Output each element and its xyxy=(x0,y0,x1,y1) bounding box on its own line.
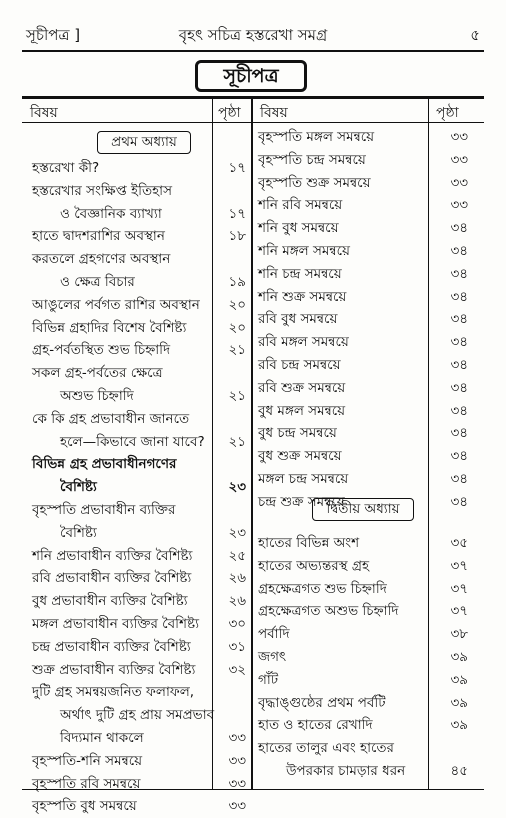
entry-title: ও বৈজ্ঞানিক ব্যাখ্যা xyxy=(60,205,162,222)
entry-page-number: ৩৭ xyxy=(450,557,468,574)
entry-title: চন্দ্র প্রভাবাধীন ব্যক্তির বৈশিষ্ট্য xyxy=(32,638,191,655)
entry-title: গ্রহক্ষেত্রগত শুভ চিহ্নাদি xyxy=(258,580,387,597)
entry-page-number: ২৬ xyxy=(228,570,246,587)
header-book-title: বৃহৎ সচিত্র হস্তরেখা সমগ্র xyxy=(178,26,328,44)
entry-title: চন্দ্র শুক্র সমন্বয়ে xyxy=(258,493,345,510)
entry-page-number: ৩৪ xyxy=(450,243,468,259)
entry-title: বৃহস্পতি বুধ সমন্বয়ে xyxy=(32,798,137,815)
toc-entry xyxy=(32,750,246,773)
toc-entry xyxy=(258,331,468,354)
entry-page-number: ১৭ xyxy=(228,160,246,176)
entry-title: হলে—কিভাবে জানা যাবে? xyxy=(60,433,205,450)
toc-entry xyxy=(258,263,468,286)
entry-title: শনি বুধ সমন্বয়ে xyxy=(258,220,339,237)
entry-title: বৈশিষ্ট্য xyxy=(60,479,97,496)
toc-entry xyxy=(258,240,468,263)
entry-title: বুধ প্রভাবাধীন ব্যক্তির বৈশিষ্ট্য xyxy=(32,593,188,610)
entry-page-number: ৩৩ xyxy=(228,730,246,746)
toc-entry xyxy=(32,795,246,818)
entry-title: বিভিন্ন গ্রহাদির বিশেষ বৈশিষ্ট্য xyxy=(32,319,187,336)
toc-entry xyxy=(258,555,468,578)
toc-entry xyxy=(32,681,246,704)
entry-title: অর্থাৎ দুটি গ্রহ প্রায় সমপ্রভাব xyxy=(60,707,215,724)
toc-entry xyxy=(258,377,468,400)
toc-entry xyxy=(258,669,468,692)
toc-entry xyxy=(258,354,468,377)
entry-title: দুটি গ্রহ সমন্বয়জনিত ফলাফল, xyxy=(32,684,195,701)
entry-title: বিদ্যমান থাকলে xyxy=(60,730,144,746)
toc-entry xyxy=(258,445,468,468)
toc-entry xyxy=(258,623,468,646)
entry-title: হাতের অভ্যন্তরস্থ গ্রহ xyxy=(258,557,370,574)
entry-title: শনি চন্দ্র সমন্বয়ে xyxy=(258,265,342,282)
entry-title: শনি রবি সমন্বয়ে xyxy=(258,197,343,214)
entry-page-number: ৩৩ xyxy=(228,752,246,769)
toc-entry xyxy=(258,172,468,195)
toc-entry xyxy=(32,522,246,545)
entry-page-number: ১৭ xyxy=(228,205,246,222)
toc-entry xyxy=(32,294,246,317)
entry-page-number: ৩৪ xyxy=(450,448,468,465)
chapter-heading: প্রথম অধ্যায় xyxy=(97,131,191,154)
entry-page-number: ৩৪ xyxy=(450,402,468,419)
toc-entry xyxy=(32,499,246,522)
running-header xyxy=(0,0,506,56)
entry-title: বৃহস্পতি প্রভাবাধীন ব্যক্তির xyxy=(32,502,176,518)
entry-title: উপরকার চামড়ার ধরন xyxy=(286,763,406,779)
entry-page-number: ৩৩ xyxy=(228,775,246,792)
entry-title: করতলে গ্রহগণের অবস্থান xyxy=(32,251,171,268)
toc-entry xyxy=(32,590,246,613)
toc-entry xyxy=(32,271,246,294)
entry-title: শনি মঙ্গল সমন্বয়ে xyxy=(258,243,350,259)
entry-title: বৃহস্পতি-শনি সমন্বয়ে xyxy=(32,752,143,769)
right-page-header: পৃষ্ঠা xyxy=(436,105,459,121)
entry-title: বৃহস্পতি চন্দ্র সমন্বয়ে xyxy=(258,151,366,168)
entry-page-number: ২০ xyxy=(228,296,246,313)
toc-entry xyxy=(258,308,468,331)
entry-title: রবি প্রভাবাধীন ব্যক্তির বৈশিষ্ট্য xyxy=(32,570,192,587)
toc-entry xyxy=(32,476,246,499)
entry-page-number: ৩৯ xyxy=(450,649,468,665)
entry-title: ও ক্ষেত্র বিচার xyxy=(60,274,135,290)
entry-page-number: ২৩ xyxy=(228,524,246,541)
toc-entry xyxy=(32,317,246,340)
entry-page-number: ২০ xyxy=(228,319,246,336)
toc-entry xyxy=(258,400,468,423)
center-divider xyxy=(251,96,253,790)
toc-entry xyxy=(32,203,246,226)
entry-title: মঙ্গল চন্দ্র সমন্বয়ে xyxy=(258,471,349,487)
header-section-label: সূচীপত্র ] xyxy=(26,26,81,44)
page-title: সূচীপত্র xyxy=(195,60,307,92)
entry-title: শুক্র প্রভাবাধীন ব্যক্তির বৈশিষ্ট্য xyxy=(32,661,196,678)
entry-title: বৃহস্পতি রবি সমন্বয়ে xyxy=(32,775,141,792)
entry-title: বুধ মঙ্গল সমন্বয়ে xyxy=(258,402,346,419)
entry-title: পর্বাদি xyxy=(258,626,290,643)
page-number: ৫ xyxy=(470,26,480,44)
entry-page-number: ৩৮ xyxy=(450,626,468,643)
toc-entry xyxy=(258,126,468,149)
entry-title: জগৎ xyxy=(258,649,287,665)
left-subject-header: বিষয় xyxy=(30,105,58,121)
entry-title: হস্তরেখা কী? xyxy=(32,160,100,176)
toc-entry xyxy=(32,225,246,248)
toc-entry xyxy=(32,180,246,203)
entry-title: বৈশিষ্ট্য xyxy=(60,524,97,541)
entry-page-number: ৩৪ xyxy=(450,334,468,351)
entry-title: বুধ চন্দ্র সমন্বয়ে xyxy=(258,425,337,442)
entry-page-number: ৩৪ xyxy=(450,220,468,237)
entry-page-number: ২৩ xyxy=(228,479,246,496)
toc-entry xyxy=(32,727,246,750)
left-page-header: পৃষ্ঠা xyxy=(218,105,241,121)
entry-page-number: ৩৪ xyxy=(450,265,468,282)
toc-entry xyxy=(258,149,468,172)
toc-entry xyxy=(258,286,468,309)
toc-entry xyxy=(258,714,468,737)
entry-title: রবি বুধ সমন্বয়ে xyxy=(258,311,338,328)
toc-entry xyxy=(258,737,468,760)
entry-page-number: ৩৩ xyxy=(450,197,468,214)
entry-title: আঙুলের পর্বগত রাশির অবস্থান xyxy=(32,296,200,313)
entry-page-number: ৩০ xyxy=(228,616,246,632)
entry-page-number: ২১ xyxy=(228,388,246,404)
toc-entry xyxy=(258,578,468,601)
entry-title: গ্রহ-পর্বতস্থিত শুভ চিহ্নাদি xyxy=(32,342,171,359)
entry-title: হাতের বিভিন্ন অংশ xyxy=(258,535,360,551)
toc-entry xyxy=(258,600,468,623)
entry-title: রবি চন্দ্র সমন্বয়ে xyxy=(258,357,341,373)
header-rule xyxy=(22,50,484,52)
entry-page-number: ৩৭ xyxy=(450,603,468,620)
toc-entry xyxy=(32,773,246,796)
entry-page-number: ৩২ xyxy=(228,661,246,678)
entry-title: বৃহস্পতি শুক্র সমন্বয়ে xyxy=(258,174,371,191)
entry-title: হস্তরেখার সংক্ষিপ্ত ইতিহাস xyxy=(32,182,173,199)
entry-title: হাতে দ্বাদশরাশির অবস্থান xyxy=(32,228,165,245)
entry-page-number: ১৯ xyxy=(228,274,246,290)
entry-page-number: ৩৩ xyxy=(450,129,468,145)
column-header-rule xyxy=(22,122,484,123)
entry-page-number: ৩৯ xyxy=(450,694,468,711)
toc-entry xyxy=(32,659,246,682)
toc-entry xyxy=(32,431,246,454)
entry-title: শনি প্রভাবাধীন ব্যক্তির বৈশিষ্ট্য xyxy=(32,547,193,564)
entry-title: হাতের তালুর এবং হাতের xyxy=(258,740,394,757)
toc-entry xyxy=(258,692,468,715)
right-subject-header: বিষয় xyxy=(260,105,288,121)
entry-title: হাত ও হাতের রেখাদি xyxy=(258,717,373,734)
entry-page-number: ৩১ xyxy=(228,638,246,655)
entry-title: গাঁট xyxy=(258,671,279,688)
entry-page-number: ৩৪ xyxy=(450,471,468,487)
entry-page-number: ৩৪ xyxy=(450,288,468,305)
entry-page-number: ৩৪ xyxy=(450,493,468,510)
toc-entry xyxy=(32,704,246,727)
toc-entry xyxy=(258,646,468,669)
entry-page-number: ৩৭ xyxy=(450,580,468,597)
toc-entry xyxy=(32,339,246,362)
toc-entry xyxy=(32,545,246,568)
entry-page-number: ২৬ xyxy=(228,593,246,610)
entry-title: বৃদ্ধাঙ্গুষ্ঠের প্রথম পর্বটি xyxy=(258,694,386,711)
toc-entry xyxy=(258,532,468,555)
chapter-heading: দ্বিতীয় অধ্যায় xyxy=(312,498,414,521)
toc-entry xyxy=(32,385,246,408)
entry-page-number: ৩৪ xyxy=(450,311,468,328)
entry-title: অশুভ চিহ্নাদি xyxy=(60,388,134,404)
entry-title: বৃহস্পতি মঙ্গল সমন্বয়ে xyxy=(258,129,375,145)
toc-entry xyxy=(32,636,246,659)
toc-entry xyxy=(258,217,468,240)
entry-title: রবি মঙ্গল সমন্বয়ে xyxy=(258,334,349,351)
toc-entry xyxy=(32,453,246,476)
entry-page-number: ৩৩ xyxy=(228,798,246,815)
toc-entry xyxy=(32,362,246,385)
entry-page-number: ৩৩ xyxy=(450,174,468,191)
entry-title: রবি শুক্র সমন্বয়ে xyxy=(258,379,346,396)
entry-page-number: ৩৯ xyxy=(450,671,468,688)
toc-entry xyxy=(258,760,468,783)
entry-page-number: ৩৪ xyxy=(450,379,468,396)
entry-title: বুধ শুক্র সমন্বয়ে xyxy=(258,448,342,465)
toc-entry xyxy=(258,422,468,445)
entry-page-number: ২১ xyxy=(228,342,246,359)
entry-page-number: ৩৫ xyxy=(450,535,468,551)
toc-entry xyxy=(32,157,246,180)
entry-page-number: ২৫ xyxy=(228,547,246,564)
toc-entry xyxy=(32,408,246,431)
entry-page-number: ৩৪ xyxy=(450,357,468,373)
entry-title: সকল গ্রহ-পর্বতের ক্ষেত্রে xyxy=(32,365,163,382)
entry-page-number: ৪৫ xyxy=(450,763,468,779)
entry-page-number: ২১ xyxy=(228,433,246,450)
entry-page-number: ৩৪ xyxy=(450,425,468,442)
toc-entry xyxy=(258,468,468,491)
entry-title: মঙ্গল প্রভাবাধীন ব্যক্তির বৈশিষ্ট্য xyxy=(32,616,200,632)
entry-page-number: ৩৩ xyxy=(450,151,468,168)
entry-title: গ্রহক্ষেত্রগত অশুভ চিহ্নাদি xyxy=(258,603,399,620)
toc-entry xyxy=(32,613,246,636)
toc-entry xyxy=(32,248,246,271)
entry-title: বিভিন্ন গ্রহ প্রভাবাধীনগণের xyxy=(32,456,177,473)
toc-entry xyxy=(32,567,246,590)
entry-title: শনি শুক্র সমন্বয়ে xyxy=(258,288,347,305)
entry-page-number: ১৮ xyxy=(228,228,246,245)
toc-entry xyxy=(258,194,468,217)
entry-page-number: ৩৯ xyxy=(450,717,468,734)
entry-title: কে কি গ্রহ প্রভাবাধীন জানতে xyxy=(32,410,190,427)
